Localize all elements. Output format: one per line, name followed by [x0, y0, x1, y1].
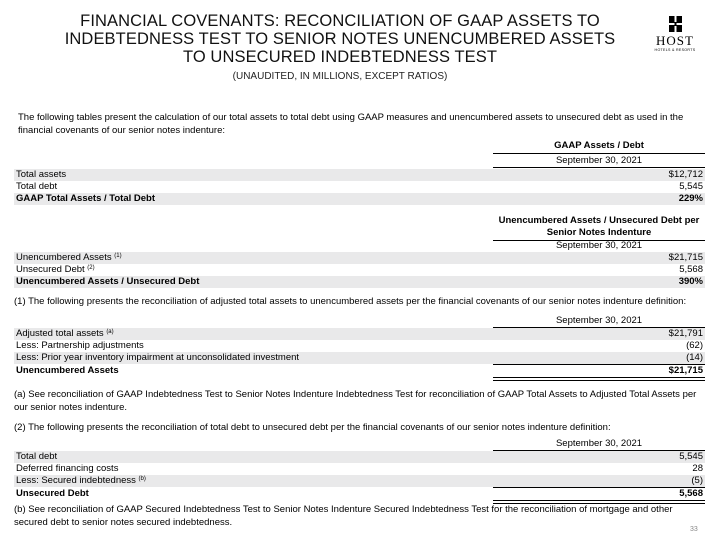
- row-value: (5): [691, 475, 703, 486]
- row-label: Unencumbered Assets: [16, 365, 119, 376]
- row-label-text: Unsecured Debt: [16, 264, 85, 275]
- row-label: [16, 252, 122, 264]
- title-line: TO UNSECURED INDEBTEDNESS TEST: [182, 48, 498, 66]
- footnote-ref: (b): [138, 476, 146, 482]
- row-label: Total debt: [16, 181, 58, 192]
- table3-date: September 30, 2021: [493, 314, 705, 328]
- footnote-ref: (2): [87, 265, 95, 271]
- row-value: (14): [686, 352, 703, 363]
- table-row: [14, 264, 705, 276]
- note-2: (2) The following presents the reconciliation of total debt to unsecured debt per the financial covenants of our senior notes indenture definition:: [14, 422, 611, 433]
- row-value: 28: [692, 463, 703, 474]
- title-line: FINANCIAL COVENANTS: RECONCILIATION OF GAAP ASSETS TO: [80, 12, 600, 30]
- row-value: $21,791: [668, 328, 703, 339]
- row-label: Unencumbered Assets / Unsecured Debt: [16, 276, 200, 287]
- row-label-text: Unencumbered Assets: [16, 252, 112, 263]
- table-row: [14, 252, 705, 264]
- table-row: [14, 365, 705, 377]
- footnote-ref: (a): [106, 329, 114, 335]
- logo-wordmark: HOST: [656, 33, 694, 48]
- page-title: [40, 12, 640, 66]
- row-label: [16, 264, 95, 276]
- row-label: Total assets: [16, 169, 67, 180]
- footnote-ref: (1): [114, 253, 122, 259]
- note-a: (a) See reconciliation of GAAP Indebtedness Test to Senior Notes Indenture Indebtedness Test for reconciliation of GAAP Total Assets to Adjusted Total Assets per our senior notes indenture.: [14, 389, 697, 413]
- row-label: Less: Partnership adjustments: [16, 340, 144, 351]
- row-value: $21,715: [668, 365, 703, 376]
- row-value: $12,712: [668, 169, 703, 180]
- table2-date: September 30, 2021: [493, 239, 705, 253]
- table2-header: [493, 215, 705, 241]
- intro-text: The following tables present the calculation of our total assets to total debt using GAAP measures and unencumbered assets to unsecured debt as used in the financial covenants of our senior notes indenture:: [18, 112, 684, 136]
- table1-header: GAAP Assets / Debt: [493, 140, 705, 154]
- row-label: [16, 328, 114, 340]
- table-row: [14, 181, 705, 193]
- row-label: Deferred financing costs: [16, 463, 119, 474]
- table-row: [14, 328, 705, 340]
- row-label: GAAP Total Assets / Total Debt: [16, 193, 156, 204]
- row-value: 5,568: [679, 264, 703, 275]
- table-row: [14, 276, 705, 288]
- table4-date: September 30, 2021: [493, 437, 705, 451]
- table-row: [14, 463, 705, 475]
- page-number: 33: [690, 526, 698, 533]
- host-logo-icon: [669, 16, 682, 32]
- title-line: INDEBTEDNESS TEST TO SENIOR NOTES UNENCUMBERED ASSETS: [64, 30, 616, 48]
- row-value: $21,715: [668, 252, 703, 263]
- row-value: 229%: [678, 193, 703, 204]
- row-value: (62): [686, 340, 703, 351]
- row-value: 390%: [678, 276, 703, 287]
- row-label: Unsecured Debt: [16, 488, 89, 499]
- page-subtitle: (UNAUDITED, IN MILLIONS, EXCEPT RATIOS): [232, 71, 448, 82]
- table-row: [14, 488, 705, 500]
- table2-header-line: Senior Notes Indenture: [546, 227, 652, 238]
- table1-date: September 30, 2021: [493, 154, 705, 168]
- table-row: [14, 340, 705, 352]
- note-1: (1) The following presents the reconciliation of adjusted total assets to unencumbered assets per the financial covenants of our senior notes indenture definition:: [14, 296, 687, 307]
- table-row: [14, 451, 705, 463]
- row-label: Less: Prior year inventory impairment at unconsolidated investment: [16, 352, 300, 363]
- row-value: 5,545: [679, 181, 703, 192]
- row-value: 5,568: [679, 488, 703, 499]
- row-label: Total debt: [16, 451, 58, 462]
- table2-header-line: Unencumbered Assets / Unsecured Debt per: [498, 215, 700, 226]
- total-double-rule: [493, 377, 705, 381]
- logo-subtext: HOTELS & RESORTS: [654, 48, 696, 52]
- table-row: [14, 352, 705, 364]
- row-label-text: Adjusted total assets: [16, 328, 104, 339]
- table-row: [14, 475, 705, 487]
- row-label: [16, 475, 146, 487]
- row-label-text: Less: Secured indebtedness: [16, 475, 136, 486]
- host-logo: [650, 16, 700, 52]
- row-value: 5,545: [679, 451, 703, 462]
- note-b: (b) See reconciliation of GAAP Secured Indebtedness Test to Senior Notes Indenture Secured Indebtedness Test for the reconciliation of mortgage and other secured debt to senior notes secured indebtedness.: [14, 504, 673, 528]
- table-row: [14, 193, 705, 205]
- table-row: [14, 169, 705, 181]
